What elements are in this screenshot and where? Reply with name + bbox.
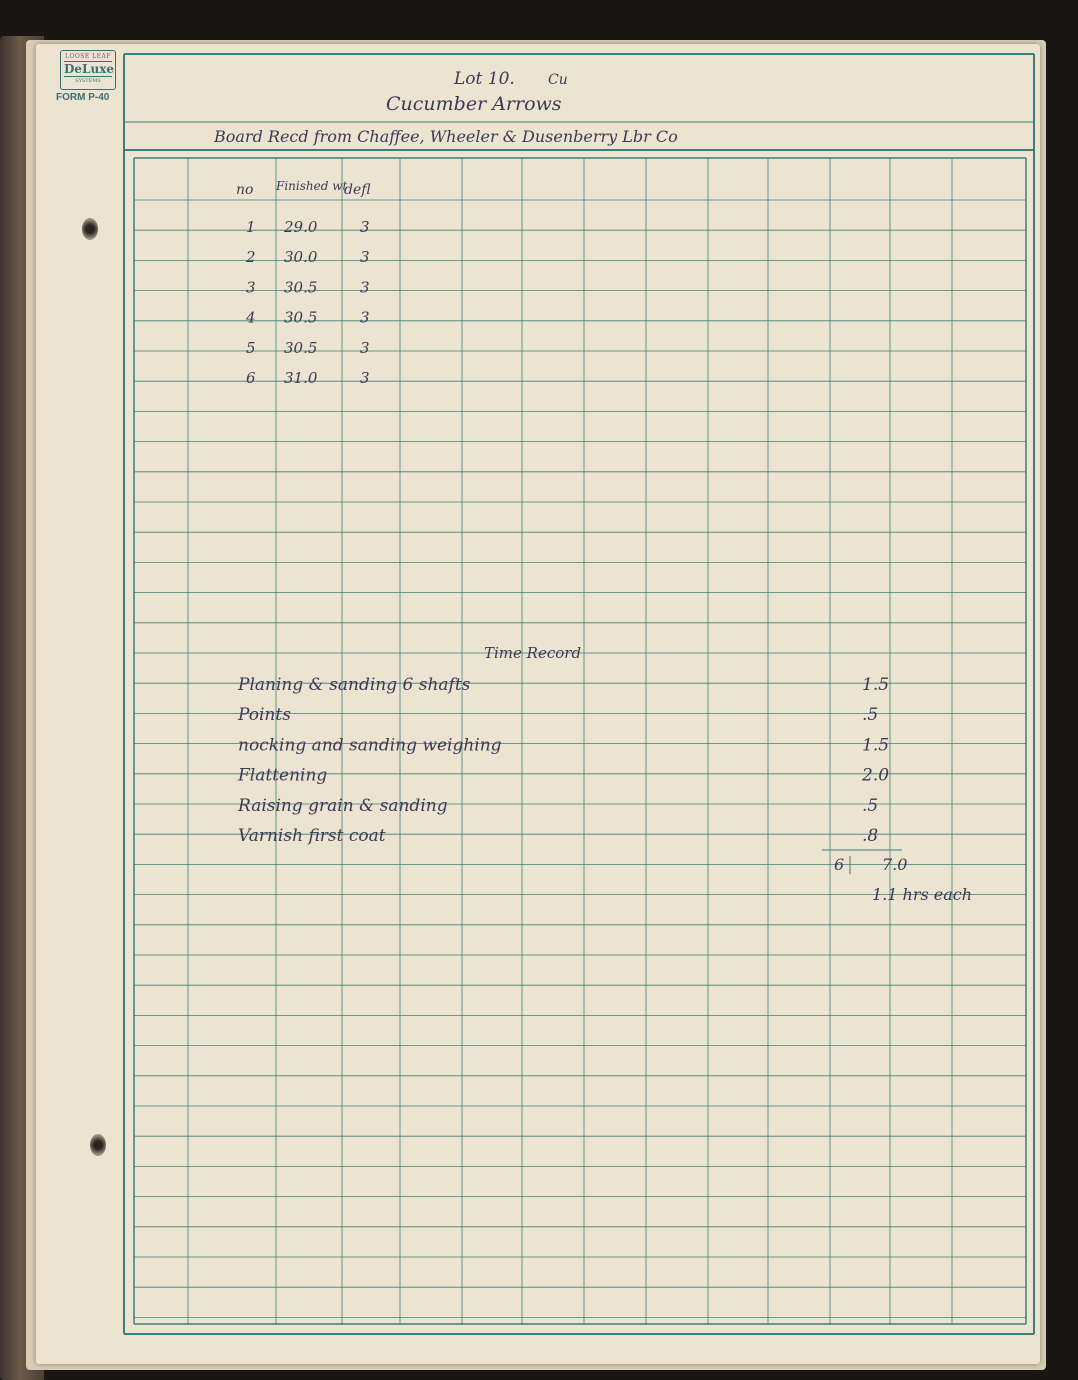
row-defl: 3 [360, 308, 370, 327]
lot-number: Lot 10. [454, 69, 515, 89]
row-weight: 30.0 [284, 248, 318, 267]
time-record-task: Flattening [238, 765, 328, 786]
row-weight: 30.5 [284, 278, 318, 297]
row-defl: 3 [360, 278, 370, 297]
time-record-task: nocking and sanding weighing [238, 735, 502, 756]
time-record-task: Points [238, 705, 291, 726]
col-header-weight: Finished wt [276, 179, 348, 193]
row-no: 1 [246, 218, 256, 236]
binder-hole-top [82, 218, 98, 240]
logo-top-text: LOOSE LEAF [64, 53, 112, 60]
logo-bottom-text: SYSTEMS [75, 78, 101, 84]
lot-note: Cu [548, 72, 568, 88]
row-no: 2 [246, 248, 256, 267]
col-header-no: no [236, 182, 254, 198]
row-weight: 30.5 [284, 308, 318, 327]
time-record-hours: .5 [862, 795, 879, 816]
time-record-items [237, 675, 889, 846]
time-record-hours: .5 [862, 705, 879, 726]
time-record-hours: 1.5 [862, 675, 890, 695]
row-defl: 3 [360, 338, 370, 357]
logo-brand-text: DeLuxe [64, 62, 114, 76]
row-no: 3 [246, 278, 256, 297]
ledger-page [36, 44, 1040, 1364]
row-weight: 31.0 [284, 369, 318, 387]
row-no: 5 [246, 338, 256, 357]
form-number-label: FORM P-40 [56, 92, 110, 103]
binder-hole-bottom [90, 1134, 106, 1156]
row-no: 4 [246, 308, 256, 327]
row-no: 6 [246, 369, 256, 387]
row-weight: 30.5 [284, 338, 318, 357]
time-record-task: Raising grain & sanding [238, 795, 448, 816]
lot-title: Cucumber Arrows [386, 93, 562, 115]
time-record-task: Varnish first coat [238, 826, 386, 846]
divisor: 6 [834, 855, 845, 874]
deluxe-logo [60, 50, 116, 90]
board-source: Board Recd from Chaffee, Wheeler & Dusenberry Lbr Co [214, 127, 678, 146]
time-record-hours: 1.5 [862, 735, 890, 756]
row-defl: 3 [360, 218, 370, 236]
col-header-defl: defl [344, 182, 371, 198]
row-defl: 3 [360, 248, 370, 267]
hours-each: 1.1 hrs each [872, 885, 973, 904]
row-weight: 29.0 [284, 218, 318, 236]
table-rows [245, 218, 370, 387]
time-record-hours: .8 [862, 826, 879, 846]
time-record-hours: 2.0 [862, 765, 890, 786]
ledger-grid [122, 50, 1040, 1340]
time-record-heading: Time Record [484, 644, 582, 662]
time-record-task: Planing & sanding 6 shafts [238, 675, 471, 695]
row-defl: 3 [360, 369, 370, 387]
total-hours: 7.0 [882, 855, 908, 874]
